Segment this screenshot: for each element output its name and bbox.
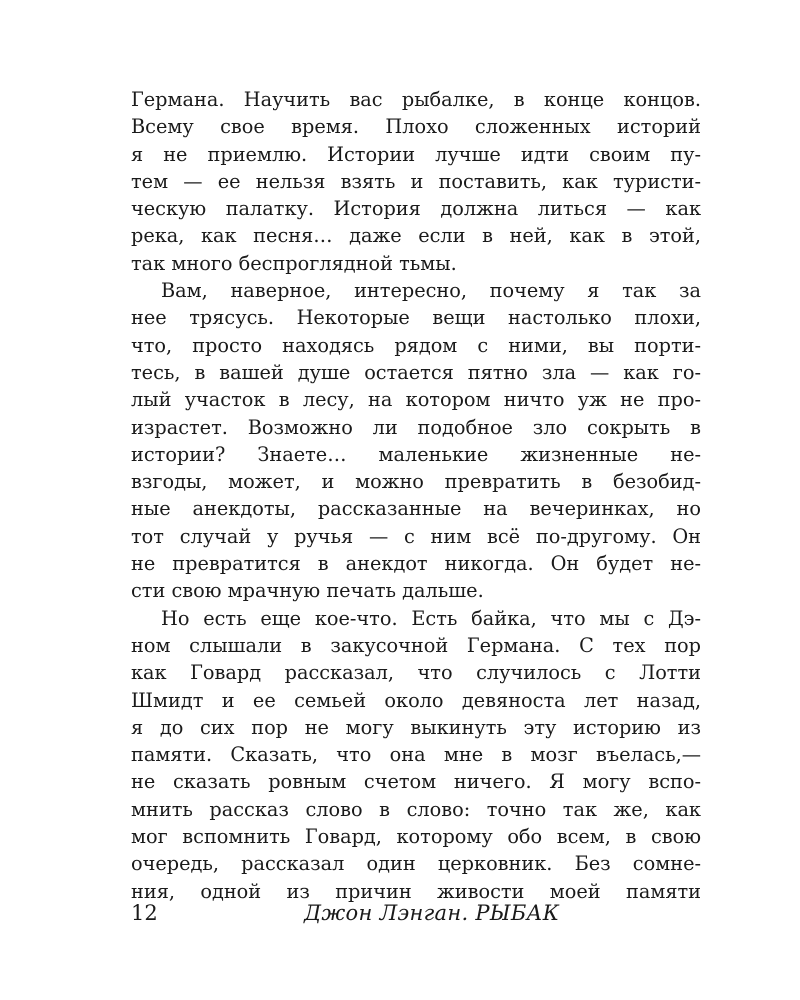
text-line: ния, одной из причин живости моей памяти: [131, 879, 701, 903]
text-line: Вам, наверное, интересно, почему я так за: [161, 279, 701, 303]
text-line: так много беспроглядной тьмы.: [131, 251, 457, 275]
text-line: как Говард рассказал, что случилось с Лотти: [131, 661, 701, 685]
text-line: памяти. Сказать, что она мне в мозг въелась,—: [131, 743, 701, 767]
text-line: тот случай у ручья — с ним всё по-другому. Он: [131, 524, 701, 548]
text-line: река, как песня… даже если в ней, как в этой,: [131, 224, 701, 248]
text-line: лый участок в лесу, на котором ничто уж не про-: [131, 388, 701, 412]
text-line: Но есть еще кое-что. Есть байка, что мы с Дэ-: [161, 606, 701, 630]
text-line: не превратится в анекдот никогда. Он будет не-: [131, 552, 701, 576]
text-line: мог вспомнить Говард, которому обо всем, в свою: [131, 825, 701, 849]
text-line: я до сих пор не могу выкинуть эту историю из: [131, 715, 701, 739]
running-title: Джон Лэнган. РЫБАК: [304, 901, 560, 925]
text-line: ном слышали в закусочной Германа. С тех пор: [131, 633, 701, 657]
text-line: я не приемлю. Истории лучше идти своим пу-: [131, 142, 701, 166]
text-line: тем — ее нельзя взять и поставить, как туристи-: [131, 169, 701, 193]
text-line: Германа. Научить вас рыбалке, в конце концов.: [131, 88, 701, 111]
text-line: тесь, в вашей душе остается пятно зла — как го-: [131, 360, 701, 384]
text-line: ные анекдоты, рассказанные на вечеринках, но: [131, 497, 701, 521]
text-line: Всему свое время. Плохо сложенных историй: [131, 115, 701, 139]
text-line: сти свою мрачную печать дальше.: [131, 579, 484, 603]
text-line: ческую палатку. История должна литься — как: [131, 197, 701, 221]
text-line: нее трясусь. Некоторые вещи настолько плохи,: [131, 306, 701, 330]
text-line: что, просто находясь рядом с ними, вы порти-: [131, 333, 701, 357]
text-line: не сказать ровным счетом ничего. Я могу вспо-: [131, 770, 701, 794]
body-text: [131, 86, 701, 905]
text-line: израстет. Возможно ли подобное зло сокрыть в: [131, 415, 701, 439]
page-number: 12: [131, 901, 158, 925]
text-line: Шмидт и ее семьей около девяноста лет назад,: [131, 688, 701, 712]
text-line: взгоды, может, и можно превратить в безобид-: [131, 470, 701, 494]
text-line: очередь, рассказал один церковник. Без сомне-: [131, 852, 701, 876]
text-line: истории? Знаете… маленькие жизненные не-: [131, 442, 701, 466]
text-line: мнить рассказ слово в слово: точно так же, как: [131, 797, 701, 821]
